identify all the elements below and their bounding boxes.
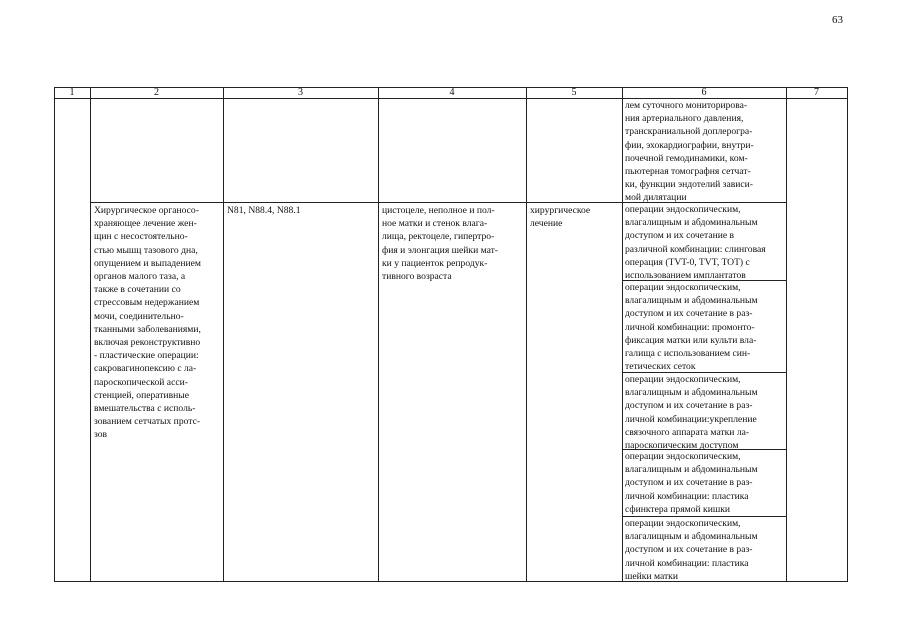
method-cell-4: [625, 450, 758, 516]
col-number-5: 5: [571, 87, 577, 98]
text-line: галища с использованием син-: [625, 348, 751, 360]
text-line: лечение: [530, 218, 563, 230]
text-line: доступом и их сочетание в: [625, 230, 735, 242]
col-border-5: [622, 87, 623, 582]
text-line: щин с несостоятельно-: [94, 231, 188, 243]
text-line: личной комбинации:укрепление: [625, 413, 757, 425]
text-line: фиксация матки или культи вла-: [625, 334, 757, 346]
text-line: стью мышц тазового дна,: [94, 244, 198, 256]
method-cell-5: [625, 517, 758, 583]
text-line: храняющее лечение жен-: [94, 218, 197, 230]
text-line: ки, функции эндотелий зависи-: [625, 179, 753, 191]
col-number-6: 6: [701, 87, 707, 98]
text-line: стрессовым недержанием: [94, 297, 200, 309]
text-line: также в сочетании со: [94, 284, 181, 296]
text-line: лем суточного мониторирова-: [625, 100, 748, 111]
text-line: доступом и их сочетание в раз-: [625, 544, 753, 556]
text-line: операции эндоскопическим,: [625, 451, 741, 462]
treatment-type-cell: [530, 204, 590, 230]
method-cell-3: [625, 373, 758, 452]
col-number-1: 1: [69, 87, 75, 98]
text-line: операции эндоскопическим,: [625, 282, 741, 293]
text-line: влагалищным и абдоминальным: [625, 295, 758, 307]
text-line: пьютерная томографня сетчат-: [625, 166, 751, 178]
text-line: личной комбинации: пластика: [625, 557, 749, 569]
col-border-7: [847, 87, 848, 582]
text-line: ния артериального давления,: [625, 113, 744, 125]
text-line: различной комбинации: слинговая: [625, 243, 766, 255]
text-line: органов малого таза, а: [94, 271, 186, 283]
col-border-2: [223, 87, 224, 582]
text-line: связочного аппарата матки ла-: [625, 426, 750, 438]
text-line: тканными заболеваниями,: [94, 323, 201, 335]
text-line: вмешательства с исполь-: [94, 403, 196, 415]
col-border-4: [526, 87, 527, 582]
text-line: N81, N88.4, N88.1: [227, 205, 301, 216]
text-line: сакровагинопексию с ла-: [94, 363, 197, 375]
text-line: тетических сеток: [625, 361, 696, 373]
method-cell-2: [625, 281, 758, 373]
continued-methods-cell: [625, 99, 754, 205]
text-line: лища, ректоцеле, гипертро-: [382, 231, 495, 243]
col-number-7: 7: [814, 87, 819, 98]
text-line: сфинктера прямой кишки: [625, 503, 731, 515]
text-line: Хирургическое органосо-: [94, 205, 199, 216]
text-line: влагалищным и абдоминальным: [625, 217, 758, 229]
text-line: фии, эхокардиографии, внутри-: [625, 139, 754, 151]
text-line: личной комбинации: пластика: [625, 490, 749, 502]
text-line: ное матки и стенок влага-: [382, 218, 488, 230]
col-border-3: [378, 87, 379, 582]
col-number-3: 3: [298, 87, 303, 98]
text-line: мой дилятации: [625, 192, 687, 204]
text-line: почечной гемодинамики, ком-: [625, 152, 748, 164]
col-border-0: [54, 87, 55, 582]
text-line: влагалищным и абдоминальным: [625, 531, 758, 543]
col-number-4: 4: [449, 87, 455, 98]
text-line: пароскопической асси-: [94, 376, 188, 388]
col-border-1: [90, 87, 91, 582]
text-line: влагалищным и абдоминальным: [625, 387, 758, 399]
care-type-cell: [94, 204, 201, 442]
text-line: фия и элонгация шейки мат-: [382, 244, 499, 256]
col-number-2: 2: [154, 87, 159, 98]
text-line: личной комбинации: промонто-: [625, 321, 755, 333]
text-line: ки у пациенток репродук-: [382, 257, 488, 269]
text-line: хирургическое: [530, 205, 591, 216]
text-line: опущением и выпадением: [94, 257, 202, 269]
text-line: - пластические операции:: [94, 350, 199, 362]
text-line: стенцией, оперативные: [94, 389, 189, 401]
page-number: 63: [832, 14, 843, 26]
text-line: включая реконструктивно: [94, 337, 201, 349]
text-line: влагалищным и абдоминальным: [625, 464, 758, 476]
text-line: транскраниальной доплерогра-: [625, 126, 753, 138]
text-line: доступом и их сочетание в раз-: [625, 400, 753, 412]
text-line: зов: [94, 429, 108, 441]
text-line: операции эндоскопическим,: [625, 204, 741, 215]
text-line: доступом и их сочетание в раз-: [625, 477, 753, 489]
method-cell-1: [625, 203, 766, 282]
col-border-6: [786, 87, 787, 582]
text-line: операции эндоскопическим,: [625, 374, 741, 385]
icd-codes-cell: [227, 204, 301, 217]
text-line: операции эндоскопическим,: [625, 518, 741, 529]
text-line: зованием сетчатых протс-: [94, 416, 201, 428]
text-line: операция (TVT-0, TVT, TOT) с: [625, 256, 750, 268]
text-line: доступом и их сочетание в раз-: [625, 308, 753, 320]
text-line: пароскопическим доступом: [625, 440, 739, 452]
patient-model-cell: [382, 204, 498, 283]
text-line: тивного возраста: [382, 271, 452, 283]
text-line: шейки матки: [625, 570, 678, 582]
text-line: цистоцеле, неполное и пол-: [382, 205, 495, 216]
text-line: использованием имплантатов: [625, 270, 746, 282]
text-line: мочи, соединительно-: [94, 310, 184, 322]
